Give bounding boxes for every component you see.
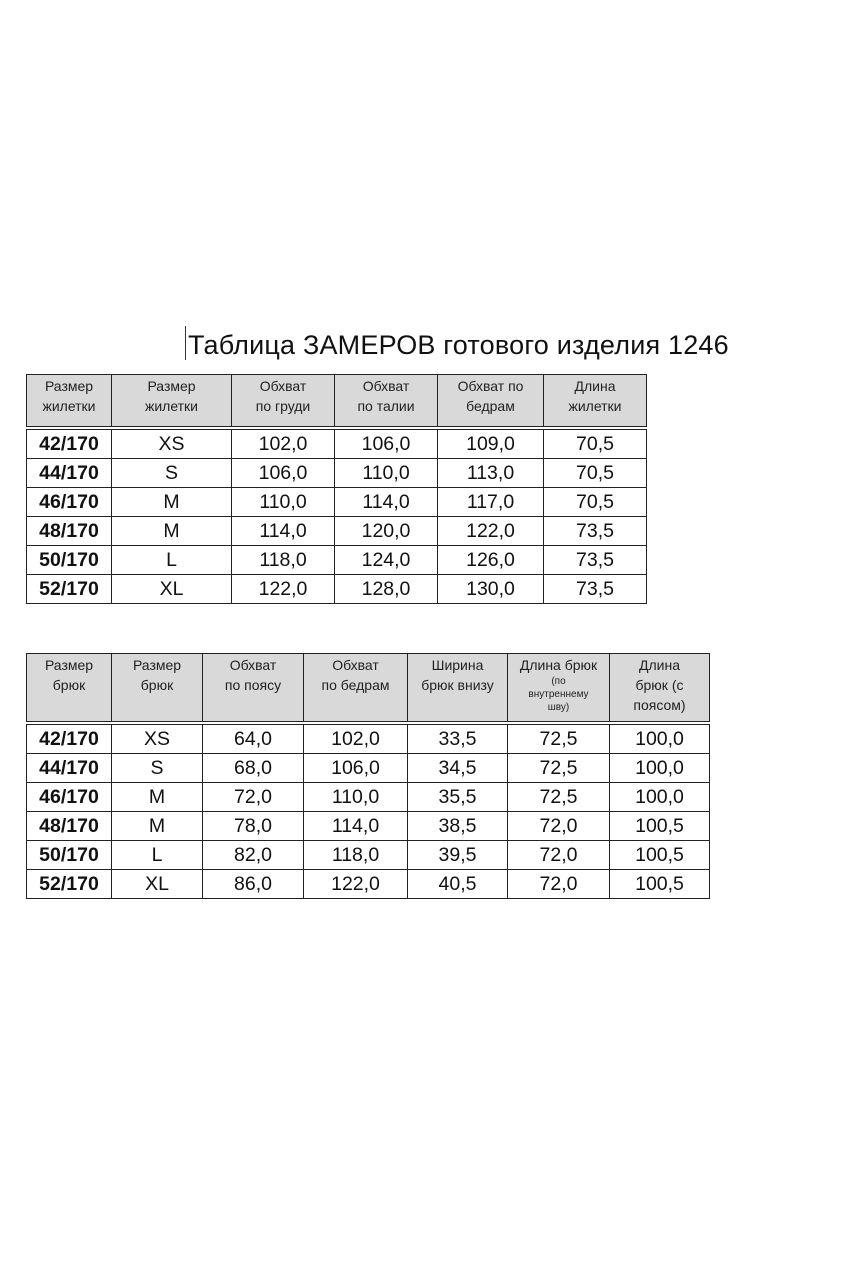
table-cell: 72,5	[508, 723, 610, 754]
table-cell: 117,0	[438, 488, 544, 517]
table-cell: 113,0	[438, 459, 544, 488]
table-cell: 130,0	[438, 575, 544, 604]
header-cell: Размер жилетки	[27, 375, 112, 429]
table-cell: 34,5	[408, 754, 508, 783]
table-row	[27, 488, 647, 517]
table-cell: 122,0	[438, 517, 544, 546]
table-row	[27, 870, 710, 899]
table-cell: 72,5	[508, 754, 610, 783]
table-cell: 118,0	[232, 546, 335, 575]
table-cell: 122,0	[304, 870, 408, 899]
table-cell: L	[112, 841, 203, 870]
table-cell: 72,0	[203, 783, 304, 812]
table-cell: 73,5	[544, 575, 647, 604]
table-cell: 82,0	[203, 841, 304, 870]
table-cell: 122,0	[232, 575, 335, 604]
size-cell: 50/170	[27, 546, 112, 575]
table-cell: L	[112, 546, 232, 575]
table-cell: 118,0	[304, 841, 408, 870]
vest-measurements-table	[26, 374, 647, 604]
table-cell: 102,0	[232, 428, 335, 459]
table-cell: 120,0	[335, 517, 438, 546]
table-cell: 109,0	[438, 428, 544, 459]
table-cell: 68,0	[203, 754, 304, 783]
table-cell: 70,5	[544, 459, 647, 488]
table-row	[27, 575, 647, 604]
table-cell: 128,0	[335, 575, 438, 604]
table-cell: XL	[112, 870, 203, 899]
size-cell: 52/170	[27, 870, 112, 899]
table-cell: 126,0	[438, 546, 544, 575]
table-cell: 39,5	[408, 841, 508, 870]
table-cell: M	[112, 488, 232, 517]
table-cell: 100,0	[610, 754, 710, 783]
text-cursor	[185, 326, 186, 360]
size-cell: 52/170	[27, 575, 112, 604]
table-cell: M	[112, 517, 232, 546]
table-cell: 124,0	[335, 546, 438, 575]
table-cell: 33,5	[408, 723, 508, 754]
table-row	[27, 428, 647, 459]
table-cell: 100,0	[610, 723, 710, 754]
header-cell: Обхват по груди	[232, 375, 335, 429]
table-cell: 35,5	[408, 783, 508, 812]
table-row	[27, 546, 647, 575]
header-cell: Размер брюк	[112, 654, 203, 724]
table-cell: 114,0	[232, 517, 335, 546]
header-cell: Обхват по бедрам	[304, 654, 408, 724]
header-cell: Обхват по бедрам	[438, 375, 544, 429]
header-cell: Длина брюк (с поясом)	[610, 654, 710, 724]
header-cell: Ширина брюк внизу	[408, 654, 508, 724]
table-cell: XS	[112, 723, 203, 754]
table-cell: 102,0	[304, 723, 408, 754]
table-row	[27, 812, 710, 841]
pants-measurements-table	[26, 653, 710, 899]
size-cell: 48/170	[27, 517, 112, 546]
header-cell: Обхват по поясу	[203, 654, 304, 724]
header-cell: Размер брюк	[27, 654, 112, 724]
size-cell: 44/170	[27, 754, 112, 783]
table-cell: 106,0	[232, 459, 335, 488]
size-cell: 42/170	[27, 723, 112, 754]
size-cell: 48/170	[27, 812, 112, 841]
table-cell: 110,0	[232, 488, 335, 517]
table-cell: M	[112, 812, 203, 841]
size-cell: 46/170	[27, 783, 112, 812]
table-cell: 110,0	[304, 783, 408, 812]
table-cell: 72,0	[508, 812, 610, 841]
table-cell: 73,5	[544, 546, 647, 575]
table-cell: 106,0	[335, 428, 438, 459]
size-cell: 42/170	[27, 428, 112, 459]
table-cell: 38,5	[408, 812, 508, 841]
table-cell: 72,0	[508, 841, 610, 870]
header-cell: Размер жилетки	[112, 375, 232, 429]
table-cell: 70,5	[544, 488, 647, 517]
table-row	[27, 783, 710, 812]
table-cell: 106,0	[304, 754, 408, 783]
header-cell: Длина брюк (по внутреннему шву)	[508, 654, 610, 724]
page-title: Таблица ЗАМЕРОВ готового изделия 1246	[188, 330, 729, 360]
table-cell: 72,0	[508, 870, 610, 899]
table-cell: 86,0	[203, 870, 304, 899]
table-cell: M	[112, 783, 203, 812]
table-row	[27, 723, 710, 754]
table-cell: 72,5	[508, 783, 610, 812]
table-row	[27, 459, 647, 488]
table-row	[27, 754, 710, 783]
header-cell: Длина жилетки	[544, 375, 647, 429]
size-cell: 46/170	[27, 488, 112, 517]
table-cell: 100,5	[610, 812, 710, 841]
table-cell: 100,5	[610, 841, 710, 870]
table-cell: S	[112, 459, 232, 488]
size-cell: 44/170	[27, 459, 112, 488]
table-header-row	[27, 375, 647, 429]
table-cell: 110,0	[335, 459, 438, 488]
table-header-row	[27, 654, 710, 724]
table-cell: 114,0	[335, 488, 438, 517]
size-cell: 50/170	[27, 841, 112, 870]
header-cell: Обхват по талии	[335, 375, 438, 429]
table-row	[27, 841, 710, 870]
table-row	[27, 517, 647, 546]
table-cell: 73,5	[544, 517, 647, 546]
table-cell: 64,0	[203, 723, 304, 754]
table-cell: 78,0	[203, 812, 304, 841]
table-cell: XL	[112, 575, 232, 604]
table-cell: 70,5	[544, 428, 647, 459]
table-cell: XS	[112, 428, 232, 459]
table-cell: 100,5	[610, 870, 710, 899]
table-cell: 114,0	[304, 812, 408, 841]
table-cell: S	[112, 754, 203, 783]
table-cell: 40,5	[408, 870, 508, 899]
table-cell: 100,0	[610, 783, 710, 812]
